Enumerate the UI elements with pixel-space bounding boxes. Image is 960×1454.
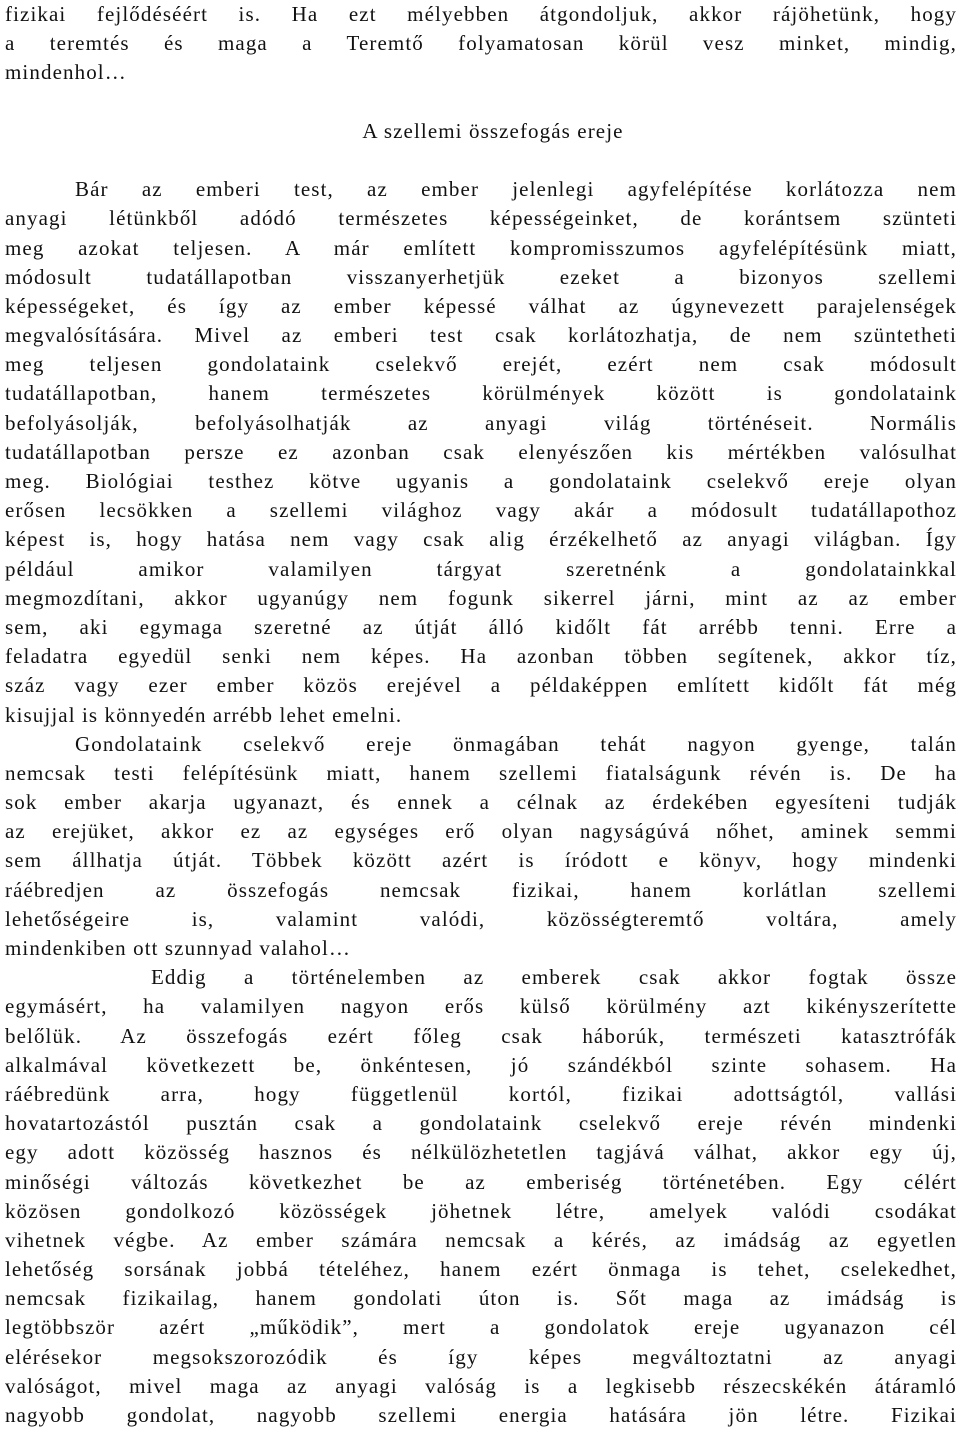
text-line: az erejüket, akkor ez az egységes erő olyan nagyságúvá nőhet, aminek semmi xyxy=(5,819,957,844)
document-page xyxy=(5,0,957,1430)
text-line: közösen gondolkozó közösségek jöhetnek létre, amelyek valódi csodákat xyxy=(5,1198,957,1223)
text-line: nemcsak testi felépítésünk miatt, hanem szellemi fiatalságunk révén is. De ha xyxy=(5,760,957,785)
text-line: módosult tudatállapotban visszanyerhetjük ezeket a bizonyos szellemi xyxy=(5,264,957,289)
text-line: lehetőség sorsának jobbá tételéhez, hanem ezért önmaga is tehet, cselekedhet, xyxy=(5,1257,957,1282)
text-line: nemcsak fizikailag, hanem gondolati úton is. Sőt maga az imádság is xyxy=(5,1286,957,1311)
text-line: minőségi változás következhet be az emberiség történetében. Egy célért xyxy=(5,1169,957,1194)
text-line: egy adott közösség hasznos és nélkülözhetetlen tagjává válhat, akkor egy új, xyxy=(5,1140,957,1165)
text-line: száz vagy ezer ember közös erejével a példaképpen említett kidőlt fát még xyxy=(5,673,957,698)
text-line: vihetnek végbe. Az ember számára nemcsak a kérés, az imádság az egyetlen xyxy=(5,1227,957,1252)
text-line: megvalósítására. Mivel az emberi test csak korlátozhatja, de nem szüntetheti xyxy=(5,323,957,348)
text-line: tudatállapotban, hanem természetes körülmények között is gondolataink xyxy=(5,381,957,406)
text-line: meg. Biológiai testhez kötve ugyanis a gondolataink cselekvő ereje olyan xyxy=(5,469,957,493)
text-line: kisujjal is könnyedén arrébb lehet emelni. xyxy=(5,702,403,727)
text-line: erősen lecsökken a szellemi világhoz vagy akár a módosult tudatállapothoz xyxy=(5,498,957,523)
text-line: alkalmával következett be, önkéntesen, jó szándékból szinte sohasem. Ha xyxy=(5,1052,957,1077)
blank-line xyxy=(5,88,957,117)
text-line: sem állhatja útját. Többek között azért is íródott e könyv, hogy mindenki xyxy=(5,848,957,873)
text-line: képességeket, és így az ember képessé válhat az úgynevezett parajelenségek xyxy=(5,293,957,318)
text-line: sok ember akarja ugyanazt, és ennek a célnak az érdekében egyesíteni tudják xyxy=(5,790,957,815)
text-line: anyagi létünkből adódó természetes képességeinket, de korántsem szünteti xyxy=(5,206,957,231)
section-title: A szellemi összefogás ereje xyxy=(362,118,624,143)
text-line: befolyásolják, befolyásolhatják az anyagi világ történéseit. Normális xyxy=(5,410,957,435)
text-line: egymásért, ha valamilyen nagyon erős külső körülmény azt kikényszerítette xyxy=(5,994,957,1019)
paragraph-3 xyxy=(5,963,957,1430)
text-line: mindenkiben ott szunnyad valahol… xyxy=(5,936,351,960)
text-line: valóságot, mivel maga az anyagi valóság is a legkisebb részecskékén átáramló xyxy=(5,1373,957,1398)
text-line: Gondolataink cselekvő ereje önmagában tehát nagyon gyenge, talán xyxy=(75,731,957,756)
text-line: meg teljesen gondolataink cselekvő erejét, ezért nem csak módosult xyxy=(5,352,957,377)
text-line: Eddig a történelemben az emberek csak akkor fogtak össze xyxy=(151,965,957,990)
text-line: hovatartozástól pusztán csak a gondolataink cselekvő ereje révén mindenki xyxy=(5,1111,957,1136)
text-line: legtöbbször azért „működik”, mert a gondolatok ereje ugyanazon cél xyxy=(5,1315,957,1340)
intro-paragraph xyxy=(5,0,957,88)
blank-line xyxy=(5,146,957,175)
text-line: belőlük. Az összefogás ezért főleg csak háborúk, természeti katasztrófák xyxy=(5,1023,957,1048)
text-line: tudatállapotban persze ez azonban csak elenyészően kis mértékben valósulhat xyxy=(5,439,957,464)
paragraph-1 xyxy=(5,175,957,730)
paragraph-2 xyxy=(5,730,957,964)
text-line: elérésekor megsokszorozódik és így képes megváltoztatni az anyagi xyxy=(5,1344,957,1369)
text-line: feladatra egyedül senki nem képes. Ha azonban többen segítenek, akkor tíz, xyxy=(5,644,957,669)
text-line: mindenhol… xyxy=(5,60,127,85)
text-line: ráébredjen az összefogás nemcsak fizikai, hanem korlátlan szellemi xyxy=(5,877,957,902)
text-line: képest is, hogy hatása nem vagy csak alig érzékelhető az anyagi világban. Így xyxy=(5,527,957,552)
text-line: sem, aki egymaga szeretné az útját álló kidőlt fát arrébb tenni. Erre a xyxy=(5,614,957,639)
text-line: ráébredünk arra, hogy függetlenül kortól, fizikai adottságtól, vallási xyxy=(5,1081,957,1106)
text-line: fizikai fejlődéséért is. Ha ezt mélyebben átgondoljuk, akkor rájöhetünk, hogy xyxy=(5,2,957,26)
text-line: a teremtés és maga a Teremtő folyamatosan körül vesz minket, mindig, xyxy=(5,31,957,56)
text-line: lehetőségeire is, valamint valódi, közösségteremtő voltára, amely xyxy=(5,906,957,931)
text-line: például amikor valamilyen tárgyat szeretnénk a gondolatainkkal xyxy=(5,556,957,581)
text-line: megmozdítani, akkor ugyanúgy nem fogunk sikerrel járni, mint az az ember xyxy=(5,585,957,610)
text-line: nagyobb gondolat, nagyobb szellemi energia hatására jön létre. Fizikai xyxy=(5,1403,957,1427)
text-line: meg azokat teljesen. A már említett kompromisszumos agyfelépítésünk miatt, xyxy=(5,235,957,260)
text-line: Bár az emberi test, az ember jelenlegi agyfelépítése korlátozza nem xyxy=(75,177,957,202)
